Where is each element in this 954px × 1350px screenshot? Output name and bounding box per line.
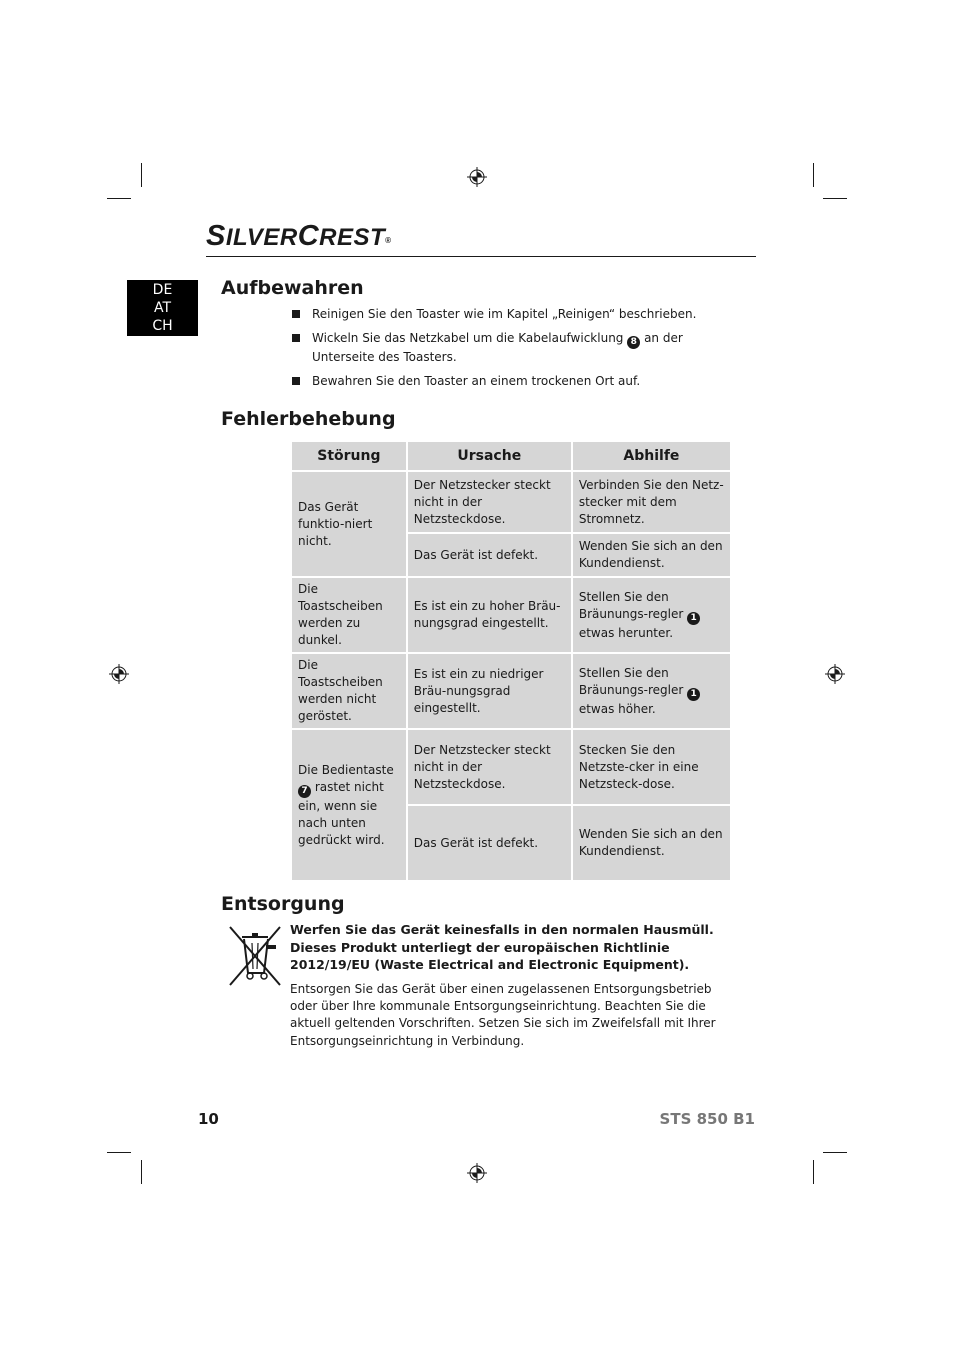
language-code: AT [153,300,172,316]
section-title-disposal: Entsorgung [221,893,345,915]
crop-mark [141,163,142,187]
table-row [291,577,731,653]
registration-mark-icon [467,1163,487,1183]
remedy-cell: Verbinden Sie den Netz-stecker mit dem Stromnetz. [572,471,731,533]
part-number-badge: 8 [627,336,640,349]
crop-mark [823,198,847,199]
crop-mark [107,198,131,199]
problem-cell: Die Bedientaste 7 rastet nicht ein, wenn sie nach unten gedrückt wird. [291,729,407,881]
registration-mark-icon [467,167,487,187]
column-header: Ursache [407,441,572,471]
language-code: CH [152,318,173,334]
troubleshooting-table [290,440,732,882]
remedy-cell: Wenden Sie sich an den Kundendienst. [572,805,731,881]
cause-cell: Der Netzstecker steckt nicht in der Netzsteckdose. [407,471,572,533]
part-number-badge: 7 [298,785,311,798]
problem-cell: Die Toastscheiben werden nicht geröstet. [291,653,407,729]
registration-mark-icon [825,664,845,684]
crossed-out-wheelie-bin-icon [226,923,284,989]
bullet-square-icon [292,334,300,342]
remedy-cell: Wenden Sie sich an den Kundendienst. [572,533,731,577]
part-number-badge: 1 [687,612,700,625]
disposal-text: Entsorgen Sie das Gerät über einen zugelassenen Entsorgungsbetrieb oder über Ihre kommunale Entsorgungseinrichtung. Beachten Sie die aktuell geltenden Vorschriften. Setzen Sie sich im Zweifelsfall mit Ihrer Entsorgungseinrichtung in Verbindung. [290,982,716,1048]
disposal-warning: Werfen Sie das Gerät keinesfalls in den normalen Hausmüll. Dieses Produkt unterliegt der europäischen Richtlinie 2012/19/EU (Waste Electrical and Electronic Equipment). [290,922,714,972]
bullet-square-icon [292,310,300,318]
list-item: Wickeln Sie das Netzkabel um die Kabelaufwicklung 8 an der Unterseite des Toasters. [292,330,732,365]
bullet-square-icon [292,377,300,385]
problem-cell: Die Toastscheiben werden zu dunkel. [291,577,407,653]
crop-mark [813,1160,814,1184]
remedy-cell: Stellen Sie den Bräunungs-regler 1 etwas höher. [572,653,731,729]
column-header: Abhilfe [572,441,731,471]
model-number: STS 850 B1 [659,1110,755,1128]
table-row [291,729,731,805]
brand-logo: SILVERCREST® [206,220,392,252]
crop-mark [813,163,814,187]
crop-mark [141,1160,142,1184]
language-code: DE [152,282,173,298]
crop-mark [107,1152,131,1153]
storage-bullet-list [292,306,732,397]
table-row [291,653,731,729]
header-rule [206,256,756,257]
table-header-row [291,441,731,471]
cause-cell: Es ist ein zu niedriger Bräu-nungsgrad eingestellt. [407,653,572,729]
list-item: Reinigen Sie den Toaster wie im Kapitel „Reinigen“ beschrieben. [292,306,732,322]
table-row [291,471,731,533]
cause-cell: Das Gerät ist defekt. [407,805,572,881]
remedy-cell: Stellen Sie den Bräunungs-regler 1 etwas herunter. [572,577,731,653]
section-title-storage: Aufbewahren [221,277,364,299]
page-number: 10 [198,1110,219,1128]
crop-mark [823,1152,847,1153]
list-item: Bewahren Sie den Toaster an einem trockenen Ort auf. [292,373,732,389]
problem-cell: Das Gerät funktio-niert nicht. [291,471,407,577]
section-title-troubleshooting: Fehlerbehebung [221,408,396,430]
registration-mark-icon [109,664,129,684]
cause-cell: Der Netzstecker steckt nicht in der Netzsteckdose. [407,729,572,805]
cause-cell: Es ist ein zu hoher Bräu-nungsgrad eingestellt. [407,577,572,653]
cause-cell: Das Gerät ist defekt. [407,533,572,577]
remedy-cell: Stecken Sie den Netzste-cker in eine Netzsteck-dose. [572,729,731,805]
language-tab [127,280,198,336]
part-number-badge: 1 [687,688,700,701]
column-header: Störung [291,441,407,471]
